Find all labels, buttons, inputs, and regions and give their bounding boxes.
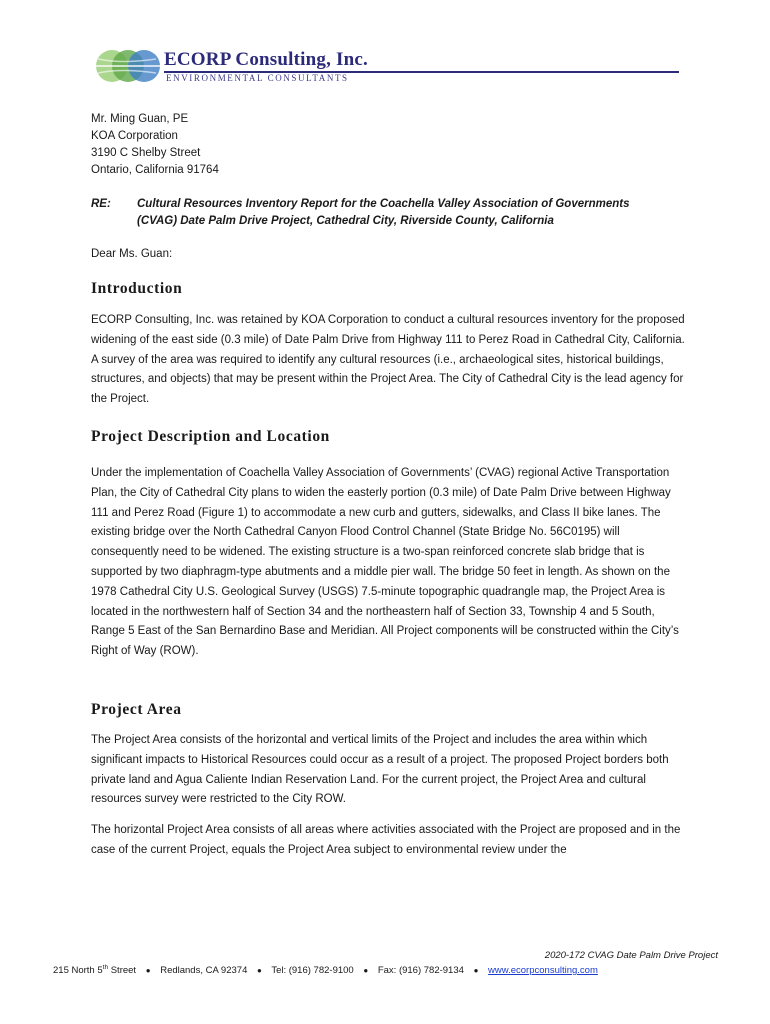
area-paragraph-2: The horizontal Project Area consists of all areas where activities associated with the Project are proposed and in the case of the current Project, equals the Project Area subject to environmental review under the (91, 824, 681, 856)
heading-introduction: Introduction (91, 280, 183, 297)
footer-address (53, 964, 598, 976)
recipient-city: Ontario, California 91764 (91, 164, 219, 176)
footer-street-number: 215 North 5 (53, 965, 103, 977)
logo-company-name: ECORP Consulting, Inc. (164, 49, 368, 70)
subject-text (137, 196, 697, 230)
intro-paragraph: ECORP Consulting, Inc. was retained by KOA Corporation to conduct a cultural resources inventory for the proposed widening of the east side (0.3 mile) of Date Palm Drive from Highway 111 to Perez Road in Cathedral City, California. A survey of the area was required to identify any cultural resources (i.e., archaeological sites, historical buildings, structures, and objects) that may be present within the Project Area. The City of Cathedral City is the lead agency for the Project. (91, 314, 685, 406)
recipient-name: Mr. Ming Guan, PE (91, 113, 189, 125)
company-logo (92, 46, 682, 86)
subject-line-2: (CVAG) Date Palm Drive Project, Cathedral City, Riverside County, California (137, 215, 554, 227)
footer-phone: Tel: (916) 782-9100 (271, 965, 354, 977)
recipient-street: 3190 C Shelby Street (91, 147, 201, 159)
footer-street-word: Street (108, 965, 137, 977)
recipient-company: KOA Corporation (91, 130, 178, 142)
bullet-icon: ● (363, 966, 369, 976)
bullet-icon: ● (473, 966, 479, 976)
subject-label: RE: (91, 198, 111, 210)
subject-line-1: Cultural Resources Inventory Report for the Coachella Valley Association of Governments (137, 198, 630, 210)
footer-fax: Fax: (916) 782-9134 (377, 965, 464, 977)
bullet-icon: ● (145, 966, 151, 976)
heading-project-area: Project Area (91, 701, 182, 718)
footer-website-link[interactable]: www.ecorpconsulting.com (488, 965, 598, 977)
globe-logo-icon (92, 48, 162, 84)
area-paragraph-1: The Project Area consists of the horizontal and vertical limits of the Project and includes the area within which significant impacts to Historical Resources could occur as a result of a project. The proposed Project borders both private land and Agua Caliente Indian Reservation Land. For the current project, the Project Area and cultural resources survey were restricted to the City ROW. (91, 734, 669, 806)
heading-project-description: Project Description and Location (91, 428, 330, 445)
footer-street-suffix: th (102, 964, 109, 971)
logo-tagline: ENVIRONMENTAL CONSULTANTS (166, 73, 349, 83)
greeting: Dear Ms. Guan: (91, 248, 173, 260)
footer-city: Redlands, CA 92374 (160, 965, 248, 977)
description-paragraph: Under the implementation of Coachella Valley Association of Governments’ (CVAG) regional Active Transportation Plan, the City of Cathedral City plans to widen the easterly portion (0.3 mile) of Date Palm Drive between Highway 111 and Perez Road (Figure 1) to accommodate a new curb and gutters, sidewalks, and Class II bike lanes. The existing bridge over the North Cathedral Canyon Flood Control Channel (State Bridge No. 56C0195) will consequently need to be widened. The existing structure is a two-span reinforced concrete slab bridge that is supported by two diaphragm-type abutments and a middle pier wall. The bridge 50 feet in length. As shown on the 1978 Cathedral City U.S. Geological Survey (USGS) 7.5-minute topographic quadrangle map, the Project Area is located in the northwestern half of Section 34 and the northeastern half of Section 33, Township 4 and 5 South, Range 5 East of the San Bernardino Base and Meridian. All Project components will be constructed within the City’s Right of Way (ROW). (91, 467, 679, 658)
footer-project-name: 2020-172 CVAG Date Palm Drive Project (544, 950, 718, 961)
bullet-icon: ● (257, 966, 262, 976)
recipient-address (91, 111, 219, 179)
